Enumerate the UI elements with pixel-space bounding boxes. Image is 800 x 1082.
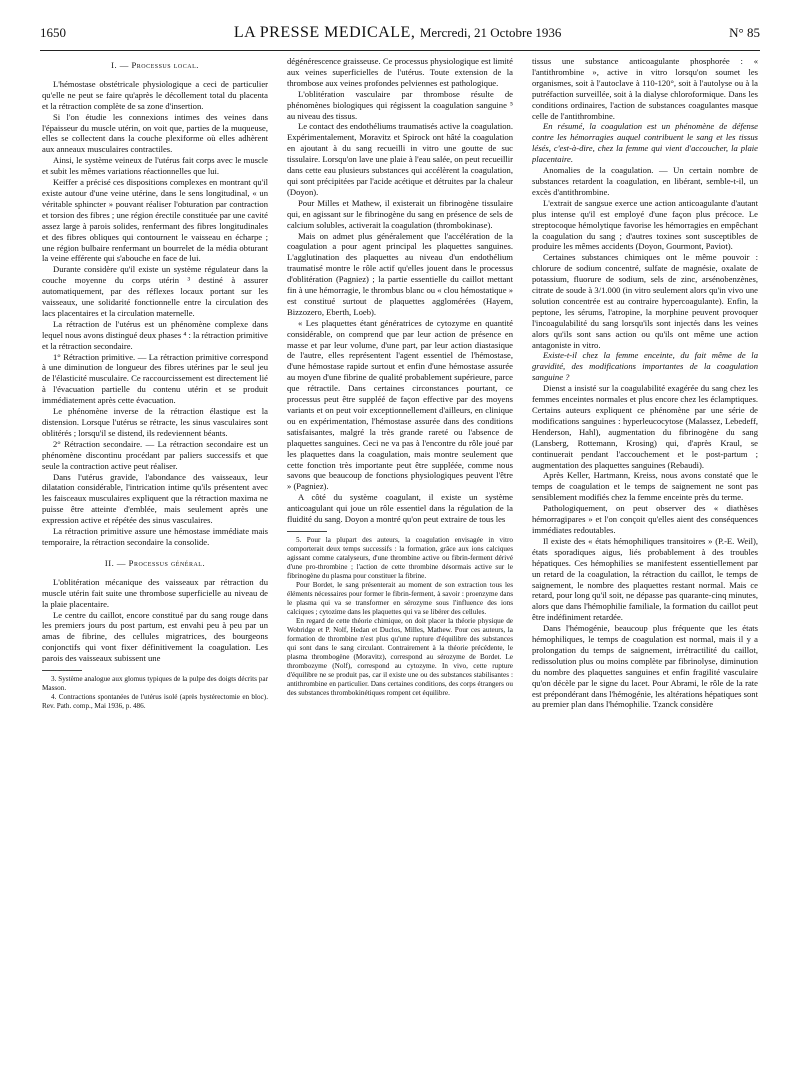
paragraph: La rétraction de l'utérus est un phénomène complexe dans lequel nous avons distingué deux phases ⁴ : la rétraction primitive et la rétraction secondaire. — [42, 318, 268, 351]
paragraph: Le contact des endothéliums traumatisés active la coagulation. Expérimentalement, Moravitz et Spirock ont hâté la coagulation en ajoutant à du sang recueilli in vitro une goutte de suc tissulaire. Lorsqu'on lave une plaie à l'eau salée, on peut recueillir dans cette eau plusieurs substances qui accélèrent la coagulation, qui sont précipitées par l'acide acétique et détruites par la chaleur (Doyon). — [287, 121, 513, 197]
paragraph: Le centre du caillot, encore constitué par du sang rouge dans les premiers jours du post partum, est envahi peu à peu par un amas de fibrine, des cellules migratrices, des bourgeons conjonctifs qui vont fixer définitivement la coagulation. Les parois des vaisseaux subissent une — [42, 609, 268, 664]
page-header — [40, 24, 760, 48]
paragraph: « Les plaquettes étant génératrices de cytozyme en quantité considérable, on comprend que par leur action de présence en masse et par leur volume, d'une part, par leur action diastasique de l'autre, elles représentent l'agent essentiel de l'hémostase, d'une hémostase rapide surtout et enfin d'une hémostase assurée au moyen d'une fibrine de qualité probablement supérieure, parce que rétractile. Dans certaines circonstances pourtant, ce processus peut être suppléé de façon effective par des moyens variants et on peut voir exceptionnellement d'ailleurs, en clinique ou en expérimentation, l'hémostase assurée dans des conditions satisfaisantes, malgré la très grande rareté ou l'absence de plaquettes sanguines. Ceci ne va pas à l'encontre du rôle joué par les plaquettes dans la coagulation, mais montre seulement que cette fonction très importante peut être suppléée, comme nous savons que beaucoup de fonctions physiologiques peuvent l'être » (Pagniez). — [287, 317, 513, 492]
column-3 — [532, 56, 758, 1068]
paragraph: Après Keller, Hartmann, Kreiss, nous avons constaté que le temps de coagulation et le temps de saignement ne sont pas sensiblement modifiés chez la femme enceinte près du terme. — [532, 470, 758, 503]
paragraph: L'hémostase obstétricale physiologique a ceci de particulier qu'elle ne peut se faire qu'après le décollement total du placenta et la rétraction complète de sa zone d'insertion. — [42, 78, 268, 111]
paragraph: Pathologiquement, on peut observer des « diathèses hémorragipares » et l'on conçoit qu'elles aient des conséquences immédiates redoutables. — [532, 503, 758, 535]
section-heading-general: II. — Processus général. — [104, 557, 206, 568]
footnote: 5. Pour la plupart des auteurs, la coagulation envisagée in vitro comporterait deux temps successifs : la formation, grâce aux ions calciques agissant comme catalyseurs, d'une thrombine active ou fibrin-ferment dérivé d'une pro-thrombine ; l'action de cette thrombine désormais active sur le fibrinogène du plasma pour constituer la fibrine. — [287, 535, 513, 580]
paragraph: En résumé, la coagulation est un phénomène de défense contre les hémorragies auquel contribuent le sang et les tissus lésés, c'est-à-dire, chez la femme qui vient d'accoucher, la plaie placentaire. — [532, 121, 758, 165]
paragraph: L'extrait de sangsue exerce une action anticoagulante d'autant plus intense qu'il est employé d'une façon plus précoce. Le streptocoque hémolytique favorise les hémorragies en empêchant la coagulation du sang ; d'autres toxines sont susceptibles de produire les mêmes accidents (Doyon, Gourmont, Paviot). — [532, 197, 758, 252]
header-rule — [40, 50, 760, 51]
footnote-rule — [287, 531, 327, 532]
paragraph: Anomalies de la coagulation. — Un certain nombre de substances retardent la coagulation, en libérant, semble-t-il, un excès d'antithrombine. — [532, 165, 758, 197]
paragraph: 1° Rétraction primitive. — La rétraction primitive correspond à une diminution de longueur des fibres utérines par le seul jeu de l'élasticité musculaire. Ce raccourcissement est directement lié à l'évacuation partielle du contenu utérin et se produit immédiatement après cette évacuation. — [42, 351, 268, 406]
footnotes — [42, 675, 268, 711]
journal-name: LA PRESSE MEDICALE, — [233, 24, 416, 41]
paragraph: Dans l'hémogénie, beaucoup plus fréquente que les états hémophiliques, le temps de coagulation est normal, mais il y a prolongation du temps de saignement, irrétractilité du caillot, redissolution plus ou moins complète par fibrinolyse, diminution du nombre des plaquettes sanguines et enfin fragilité vasculaire qu'on décèle par le signe du lacet. Pour Abrami, le rôle de la rate est prépondérant dans l'hémogénie, les altérations hépatiques sont au premier plan dans l'hémophilie. Tzanck considère — [532, 623, 758, 710]
paragraph: L'oblitération vasculaire par thrombose résulte de phénomènes biologiques qui régissent la coagulation sanguine ⁵ au niveau des tissus. — [287, 88, 513, 121]
paragraph: Dans l'utérus gravide, l'abondance des vaisseaux, leur dilatation considérable, l'intrication intime qu'ils présentent avec les faisceaux musculaires expliquent que la rétraction maxima ne puisse être atteinte d'emblée, mais seulement après une expression active et répétée des sinus vasculaires. — [42, 471, 268, 526]
paragraph: A côté du système coagulant, il existe un système anticoagulant qui joue un rôle essentiel dans la régulation de la fluidité du sang. Doyon a montré qu'on peut extraire de tous les — [287, 492, 513, 525]
page-number: 1650 — [40, 25, 66, 40]
paragraph: Ainsi, le système veineux de l'utérus fait corps avec le muscle et subit les mêmes variations réactionnelles que lui. — [42, 155, 268, 177]
paragraph: Durante considère qu'il existe un système régulateur dans la couche moyenne du corps utérin ³ destiné à assurer automatiquement, par des réflexes locaux portant sur les vaisseaux, une solidarité fonctionnelle entre la circulation des lacs placentaires et la circulation maternelle. — [42, 264, 268, 318]
paragraph: Il existe des « états hémophiliques transitoires » (P.-E. Weil), états sporadiques aigus, liés probablement à des troubles hépatiques. Ces hémophilies se manifestent essentiellement par un retard de la coagulation, la rétraction du caillot, le temps de saignement, le nombre des plaquettes restant normal. Mais ce retard, pour long qu'il soit, ne dépasse pas quarante-cinq minutes, alors que dans l'hémophilie familiale, la formation du caillot peut être indéfiniment retardée. — [532, 535, 758, 623]
paragraph: Pour Milles et Mathew, il existerait un fibrinogène tissulaire qui, en agissant sur le fibrinogène du sang en présence de sels de calcium solubles, activerait la coagulation (thrombokinase). — [287, 197, 513, 230]
paragraph: Si l'on étudie les connexions intimes des veines dans l'épaisseur du muscle utérin, on voit que, parties de la muqueuse, elles se collectent dans la couche plexiforme où elles adhèrent aux anneaux musculaires contractiles. — [42, 111, 268, 155]
paragraph: Certaines substances chimiques ont le même pouvoir : chlorure de sodium concentré, sulfate de magnésie, oxalate de potassium, fluorure de sodium, sels de zinc, arsénobenzènes, citrate de soude à 3/1.000 (in vitro seulement alors qu'in vivo une solution concentrée est au contraire hypercoagulante). Enfin, la peptone, les sérums, l'atropine, la morphine peuvent provoquer l'incoagulabilité du sang lorsqu'ils sont injectés dans les veines alors qu'ils sont sans action ou qu'ils ont même une action antagoniste in vitro. — [532, 252, 758, 350]
paragraph: dégénérescence graisseuse. Ce processus physiologique est limité aux veines superficielles de l'utérus. Toute extension de la thrombose aux veines profondes pelviennes est pathologique. — [287, 56, 513, 88]
column-2 — [287, 56, 513, 1068]
column-1 — [42, 56, 268, 1068]
footnote: En regard de cette théorie chimique, on doit placer la théorie physique de Wobridge et P. Nolf, Hedan et Duclos, Milles, Mathew. Pour ces auteurs, la formation de thrombine n'est plus qu'une rupture d'équilibre des substances qui sont dans le sang circulant. Contrairement à la théorie précédente, le plasma thrombogène (Moravitz), correspond au sérozyme de Bordet. Le thrombozyme (Nolf), correspond au cytozyme. In vivo, cette rupture d'équilibre ne se produit pas, car il existe une ou des substances stabilisantes : antithrombine en particulier. Dans certaines conditions, des corps étrangers ou des substances thrombokinétiques rompent cet équilibre. — [287, 616, 513, 697]
paragraph: Existe-t-il chez la femme enceinte, du fait même de la gravidité, des modifications importantes de la coagulation sanguine ? — [532, 350, 758, 383]
paragraph: La rétraction primitive assure une hémostase immédiate mais temporaire, la rétraction secondaire la consolide. — [42, 526, 268, 547]
paragraph: Le phénomène inverse de la rétraction élastique est la distension. Lorsque l'utérus se rétracte, les sinus vasculaires sont oblitérés ; lorsqu'il se distend, ils redeviennent béants. — [42, 406, 268, 438]
issue-number: N° 85 — [729, 25, 760, 40]
issue-date: Mercredi, 21 Octobre 1936 — [419, 25, 562, 40]
paragraph: Mais on admet plus généralement que l'accélération de la coagulation a pour agent principal les plaquettes sanguines. L'agglutination des plaquettes au niveau d'un endothélium traumatisé montre le rôle actif qu'elles jouent dans le processus d'oblitération (Pagniez) ; la partie essentielle du caillot mettant fin à une hémorragie, le thrombus blanc ou « clou hémostatique » est constitué surtout de plaquettes agglomérées (Hayem, Bizzozero, Eberth, Loeb). — [287, 230, 513, 317]
footnote: 4. Contractions spontanées de l'utérus isolé (après hystérectomie en bloc). Rev. Path. comp., Mai 1936, p. 486. — [42, 693, 268, 711]
section-heading-local: I. — Processus local. — [111, 60, 199, 70]
footnote-rule — [42, 670, 82, 671]
paragraph: tissus une substance anticoagulante phosphorée : « l'antithrombine », active in vitro lorsqu'on soumet les organismes, soit à l'autoclave à 110-120°, soit à l'autolyse ou à la putréfaction surveillée, soit à la dialyse chloroformique. Dans les conditions ordinaires, l'action de substances coagulantes masque celle de l'antithrombine. — [532, 56, 758, 121]
paragraph: Keiffer a précisé ces dispositions complexes en montrant qu'il existe autour d'une veine utérine, dans le sens longitudinal, « un véritable sphincter » pouvant réaliser l'obturation par contraction et torsion des fibres ; une région érectile constituée par une cavité assez large à parois solides, renfermant des fibres longitudinales et des fibres obliques qui contournent le vaisseau en écharpe ; une région bulbaire renfermant un bourrelet de la média obturant la veine efférente qui s'abouche en face de lui. — [42, 177, 268, 264]
paragraph: Dienst a insisté sur la coagulabilité exagérée du sang chez les femmes enceintes normales et plus encore chez les éclamptiques. Certains auteurs expliquent ce phénomène par une série de modifications sanguines : hyperleucocytose (Malassez, Lebedeff, Henderson, Hahl), augmentation du fibrinogène du sang (Lansberg, Rottemann, Krosing) qui, d'après Kraul, se continuerait pendant l'accouchement et le post-partum ; augmentation des plaquettes sanguines (Rebaudi). — [532, 383, 758, 470]
journal-title — [234, 24, 562, 42]
footnotes — [287, 536, 513, 698]
paragraph: L'oblitération mécanique des vaisseaux par rétraction du muscle utérin fait suite une thrombose superficielle au niveau de la plaie placentaire. — [42, 576, 268, 609]
paragraph: 2° Rétraction secondaire. — La rétraction secondaire est un phénomène discontinu procédant par paliers successifs et que seule la contraction active peut réaliser. — [42, 438, 268, 471]
footnote: Pour Bordet, le sang présenterait au moment de son extraction tous les éléments nécessaires pour former le fibrin-ferment, à savoir : proenzyme dans le plasma qui va se transformer en sérozyme sous l'influence des ions calciques ; cytozime dans les plaquettes qui va se libérer des cellules. — [287, 580, 513, 616]
footnote: 3. Système analogue aux glomus typiques de la pulpe des doigts décrits par Masson. — [42, 675, 268, 693]
